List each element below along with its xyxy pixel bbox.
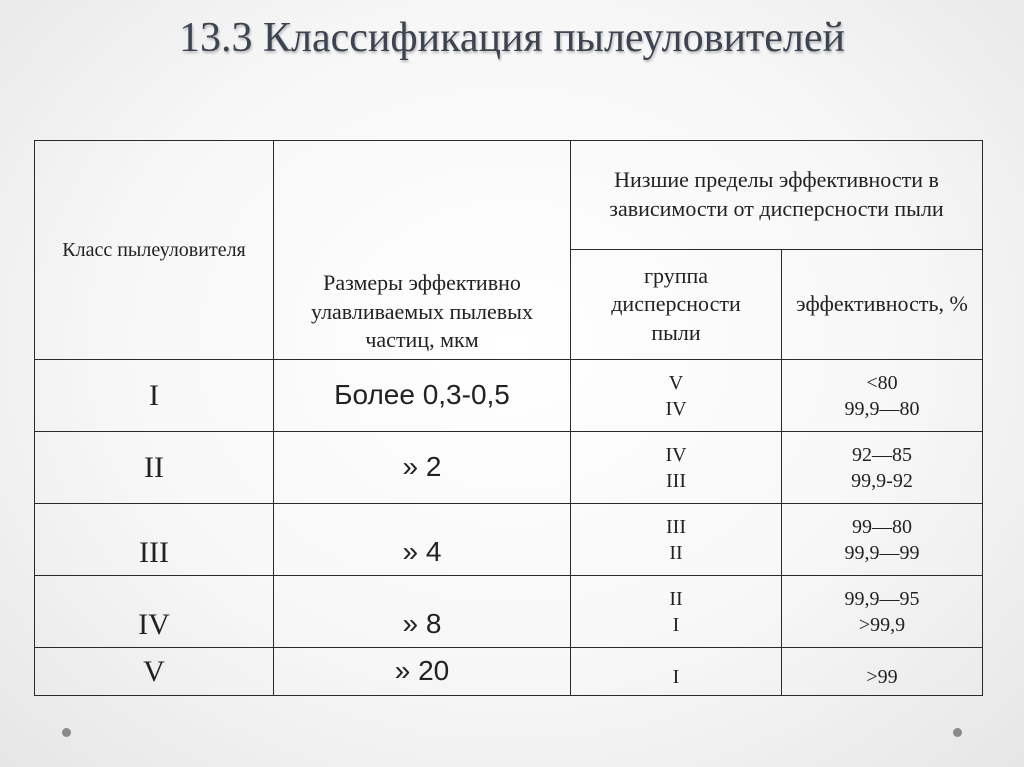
group-cell — [571, 648, 782, 696]
table-row — [35, 504, 983, 576]
group-cell — [571, 504, 782, 576]
page-title: 13.3 Классификация пылеуловителей — [179, 15, 845, 61]
group-value: II — [669, 587, 683, 610]
group-value: IV — [665, 443, 687, 466]
header-row — [35, 141, 983, 250]
table-row — [35, 432, 983, 504]
size-cell: » 20 — [274, 648, 571, 696]
group-value: I — [672, 665, 680, 688]
class-cell: II — [35, 432, 274, 504]
efficiency-value: 99,9-92 — [851, 469, 913, 492]
slide-dot-right-decoration — [953, 728, 962, 737]
group-value: IV — [665, 397, 687, 420]
efficiency-cell — [782, 432, 983, 504]
group-value: V — [668, 371, 684, 394]
efficiency-value: 99—80 — [852, 515, 912, 538]
efficiency-value: 99,9—95 — [844, 587, 920, 610]
group-value: I — [672, 613, 680, 636]
class-cell: III — [35, 504, 274, 576]
efficiency-cell — [782, 648, 983, 696]
size-cell: » 4 — [274, 504, 571, 576]
efficiency-value: 92—85 — [852, 443, 912, 466]
table-row — [35, 576, 983, 648]
table-row — [35, 360, 983, 432]
efficiency-cell — [782, 576, 983, 648]
size-cell: » 2 — [274, 432, 571, 504]
size-cell: » 8 — [274, 576, 571, 648]
efficiency-value: 99,9—80 — [844, 397, 920, 420]
group-value: III — [666, 515, 686, 538]
header-efficiency: эффективность, % — [782, 250, 983, 360]
group-value: II — [669, 541, 683, 564]
group-cell — [571, 432, 782, 504]
group-cell — [571, 360, 782, 432]
header-group: группа дисперсности пыли — [571, 250, 782, 360]
efficiency-cell — [782, 504, 983, 576]
group-value: III — [666, 469, 686, 492]
class-cell: V — [35, 648, 274, 696]
header-limits: Низшие пределы эффективности в зависимости от дисперсности пыли — [571, 141, 983, 250]
slide-dot-left-decoration — [62, 728, 71, 737]
class-cell: I — [35, 360, 274, 432]
efficiency-cell — [782, 360, 983, 432]
classification-table — [34, 140, 983, 696]
group-cell — [571, 576, 782, 648]
class-cell: IV — [35, 576, 274, 648]
efficiency-value: 99,9—99 — [844, 541, 920, 564]
efficiency-value: >99 — [866, 665, 898, 688]
header-class: Класс пылеуловителя — [35, 141, 274, 360]
efficiency-value: <80 — [866, 371, 898, 394]
efficiency-value: >99,9 — [858, 613, 906, 636]
size-cell: Более 0,3-0,5 — [274, 360, 571, 432]
header-sizes: Размеры эффективно улавливаемых пылевых частиц, мкм — [274, 141, 571, 360]
table-row — [35, 648, 983, 696]
